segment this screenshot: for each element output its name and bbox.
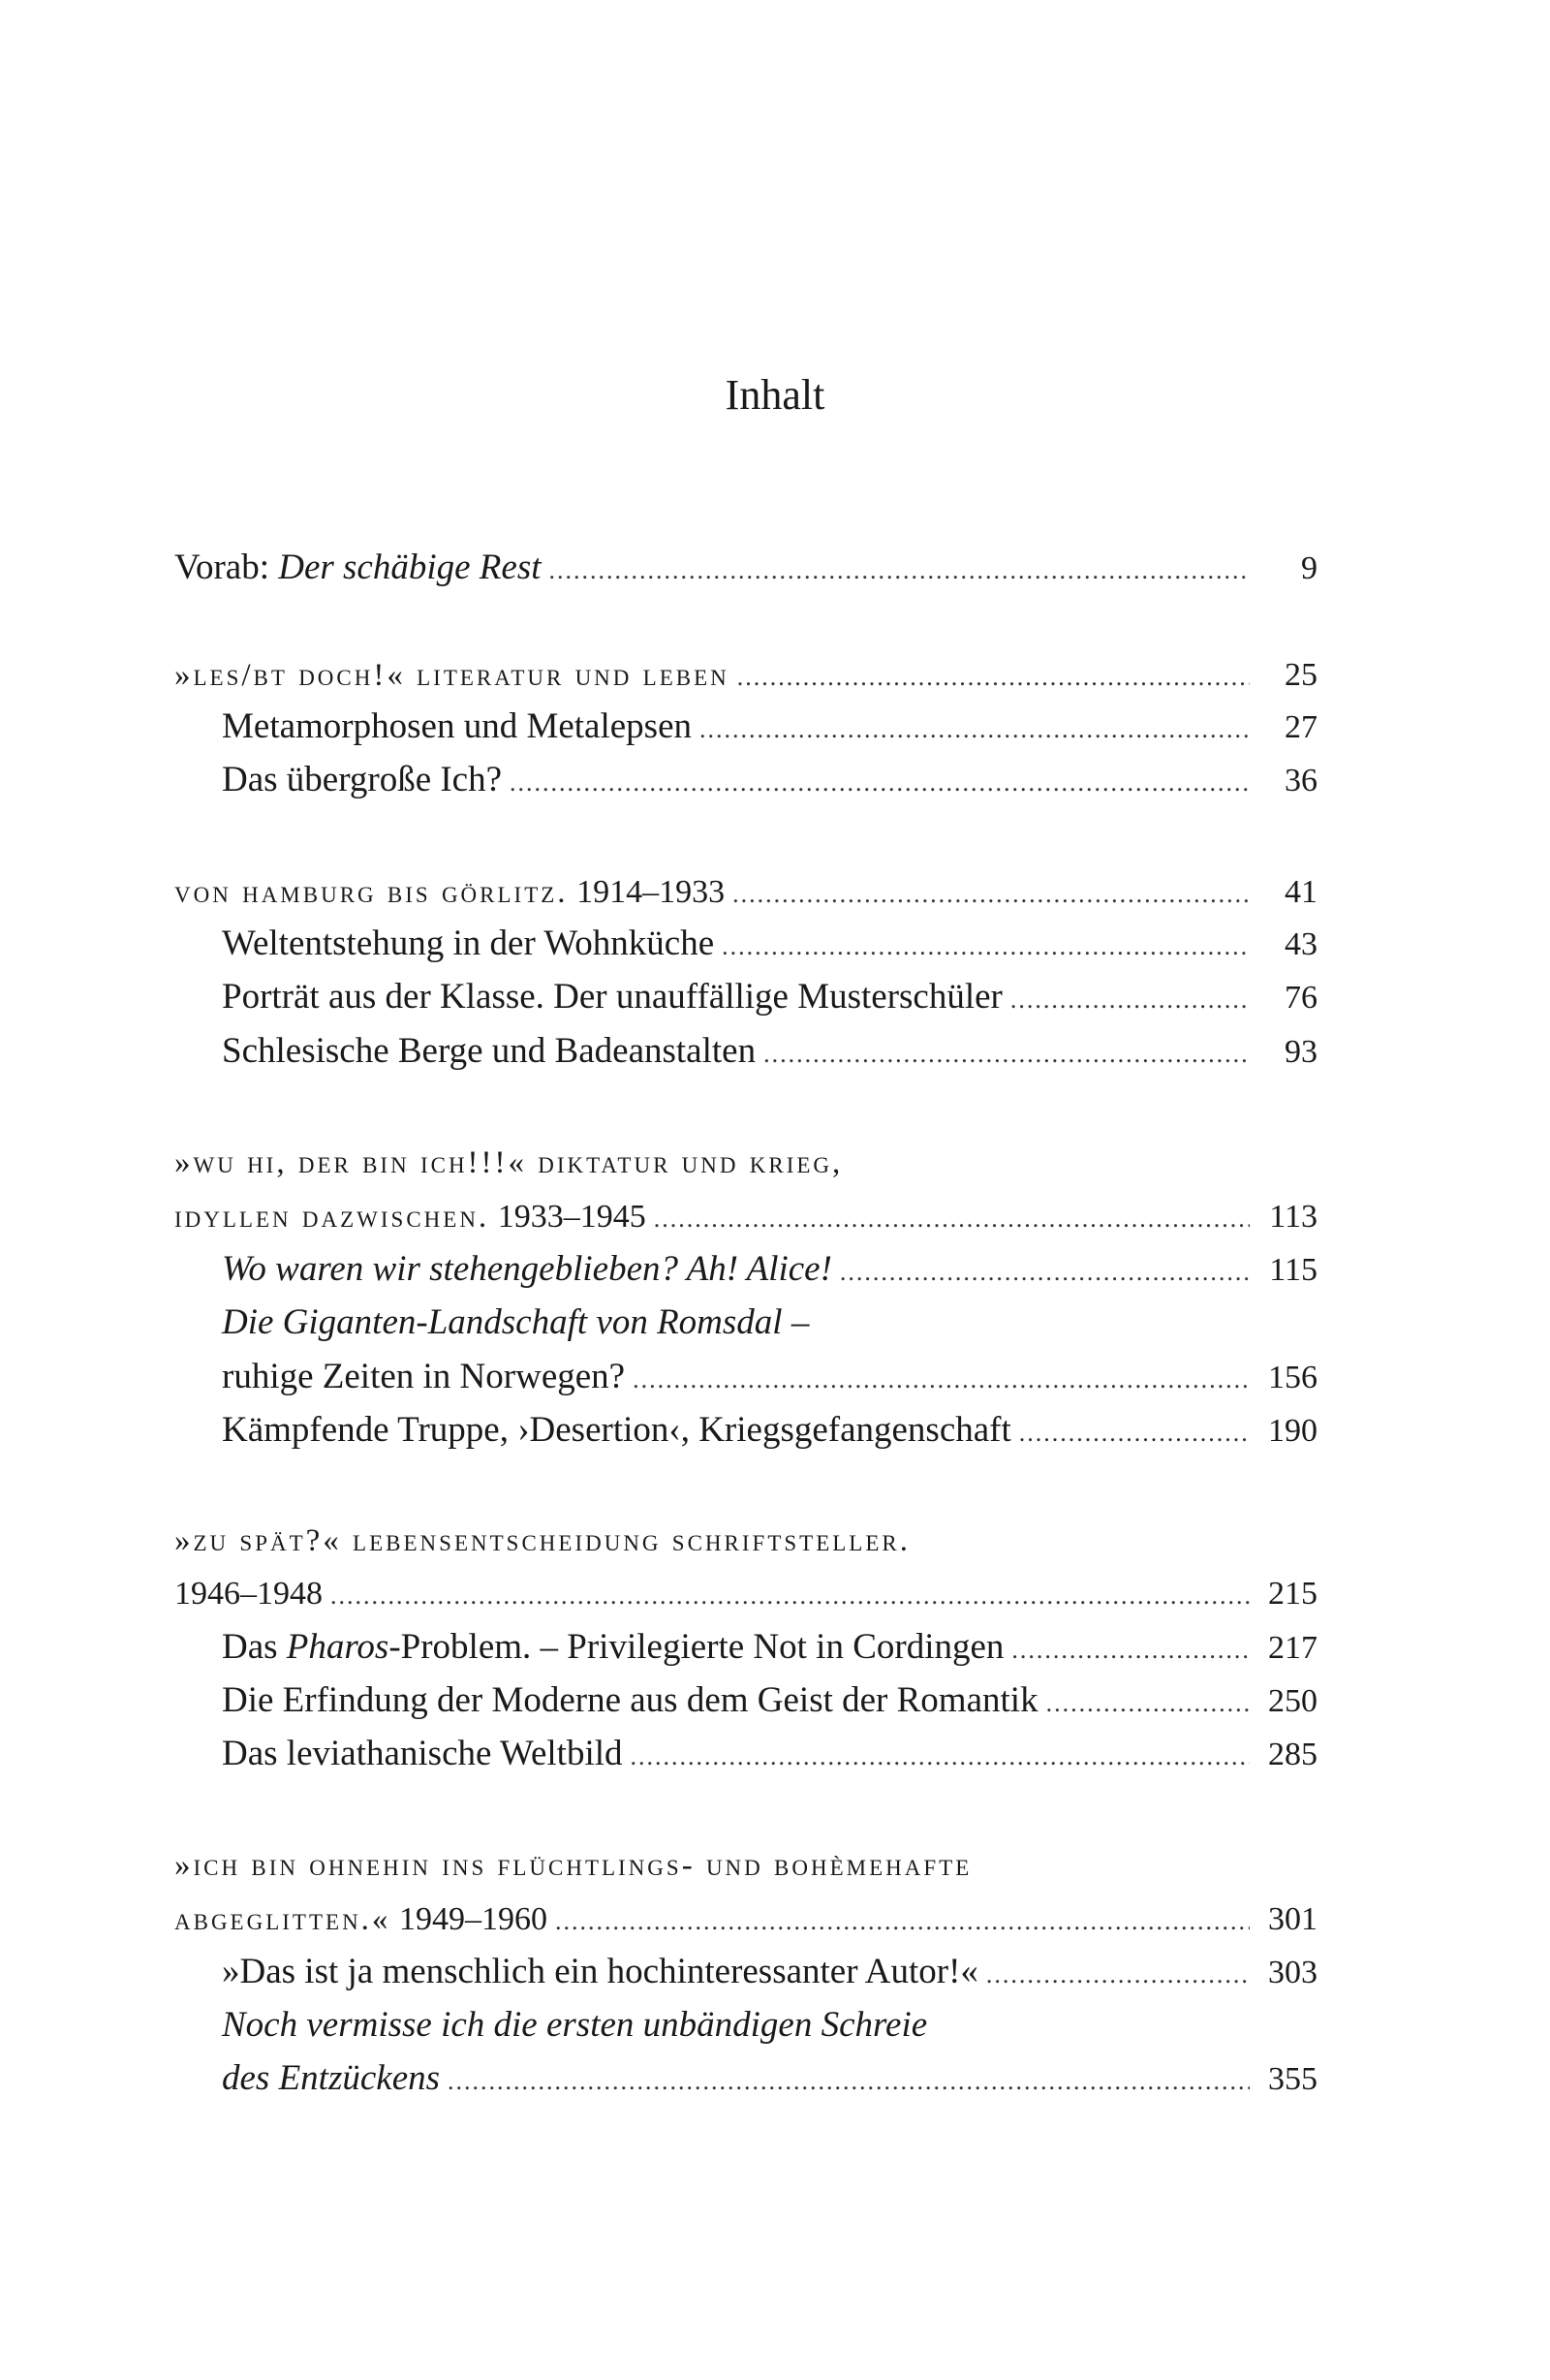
toc-part-title: idyllen dazwischen. 1933–1945: [174, 1199, 646, 1235]
toc-part-title: »wu hi, der bin ich!!!« diktatur und krieg,: [174, 1145, 844, 1180]
dot-leader: [986, 1951, 1250, 1999]
toc-entry-title: Schlesische Berge und Badeanstalten: [222, 1031, 757, 1071]
toc-page-number: 285: [1268, 1737, 1318, 1772]
toc-part-2: [174, 867, 1318, 916]
toc-entry: [222, 756, 1318, 804]
toc-entry-title: Porträt aus der Klasse. Der unauffällige Musterschüler: [222, 977, 1003, 1017]
toc-entry-title: Das übergroße Ich?: [222, 760, 503, 799]
toc-part-title: »les/bt doch!« literatur und leben: [174, 658, 729, 693]
toc-part-1: [174, 651, 1318, 700]
toc-page-number: 76: [1285, 980, 1318, 1016]
toc-page-number: 190: [1268, 1413, 1318, 1449]
toc-part-title: von hamburg bis görlitz. 1914–1933: [174, 874, 726, 910]
toc-entry-title: Kämpfende Truppe, ›Desertion‹, Kriegsgefangenschaft: [222, 1410, 1011, 1450]
toc-entry-title: des Entzückens: [222, 2058, 441, 2098]
toc-entry-title: Die Erfindung der Moderne aus dem Geist der Romantik: [222, 1680, 1038, 1720]
toc-entry: [222, 703, 1318, 751]
toc-page-number: 41: [1285, 874, 1318, 910]
toc-part-title: abgeglitten.« 1949–1960: [174, 1901, 547, 1937]
toc-entry-title: Metamorphosen und Metalepsen: [222, 706, 692, 746]
toc-part-5-line-1: [174, 1841, 1318, 1890]
toc-page-number: 27: [1285, 709, 1318, 745]
dot-leader: [737, 653, 1250, 702]
dot-leader: [732, 870, 1250, 919]
toc-part-4-line-1: [174, 1517, 1318, 1565]
toc-page-number: 113: [1269, 1199, 1318, 1235]
dot-leader: [654, 1195, 1250, 1243]
dot-leader: [763, 1030, 1250, 1079]
dot-leader: [1011, 1626, 1250, 1675]
toc-page-number: 215: [1268, 1576, 1318, 1612]
toc-entry: [222, 1245, 1318, 1294]
dot-leader: [1010, 976, 1250, 1024]
toc-entry: [222, 1948, 1318, 1996]
toc-page-number: 25: [1285, 657, 1318, 693]
toc-entry-title: Weltentstehung in der Wohnküche: [222, 924, 715, 963]
dot-leader: [699, 705, 1250, 754]
toc-entry: [222, 973, 1318, 1021]
dot-leader: [549, 547, 1250, 595]
toc-entry: [222, 1027, 1318, 1076]
dot-leader: [448, 2057, 1250, 2106]
toc-entry-line-1: [222, 2001, 1318, 2050]
dot-leader: [631, 1733, 1250, 1781]
toc-entry: [222, 1623, 1318, 1672]
toc-page-number: 303: [1268, 1955, 1318, 1990]
toc-page-number: 250: [1268, 1683, 1318, 1719]
toc-entry-title: Die Giganten-Landschaft von Romsdal –: [222, 1302, 810, 1342]
toc-page-number: 43: [1285, 926, 1318, 962]
toc-part-4: [174, 1570, 1318, 1618]
dot-leader: [330, 1572, 1250, 1620]
toc-page-number: 36: [1285, 763, 1318, 799]
toc-entry-title: Vorab: Der schäbige Rest: [174, 548, 542, 587]
toc-entry-title: Das leviathanische Weltbild: [222, 1734, 623, 1773]
toc-part-5: [174, 1895, 1318, 1943]
toc-page-number: 217: [1268, 1630, 1318, 1666]
toc-page-number: 93: [1285, 1034, 1318, 1070]
toc-part-title: »ich bin ohnehin ins flüchtlings- und bohèmehafte: [174, 1848, 973, 1883]
toc-page-number: 115: [1269, 1252, 1318, 1288]
toc-page-number: 9: [1301, 550, 1318, 586]
toc-part-3-line-1: [174, 1139, 1318, 1187]
toc-page-number: 301: [1268, 1901, 1318, 1937]
dot-leader: [510, 759, 1250, 807]
toc-part-title: »zu spät?« lebensentscheidung schriftsteller.: [174, 1523, 911, 1558]
toc-entry-preface: [174, 544, 1318, 592]
dot-leader: [722, 923, 1250, 971]
toc-entry-title: »Das ist ja menschlich ein hochinteressanter Autor!«: [222, 1952, 978, 1991]
dot-leader: [555, 1897, 1250, 1946]
toc-entry: [222, 1676, 1318, 1725]
toc-page-number: 355: [1268, 2061, 1318, 2097]
toc-entry-title: ruhige Zeiten in Norwegen?: [222, 1357, 626, 1396]
toc-entry: [222, 1730, 1318, 1778]
dot-leader: [840, 1248, 1250, 1297]
toc-entry-title: Noch vermisse ich die ersten unbändigen Schreie: [222, 2005, 928, 2045]
toc-entry: [222, 920, 1318, 968]
toc-entry: [222, 1406, 1318, 1455]
toc-entry: [222, 2054, 1318, 2103]
dot-leader: [1019, 1409, 1250, 1457]
toc-entry: [222, 1353, 1318, 1401]
toc-entry-title: Wo waren wir stehengeblieben? Ah! Alice!: [222, 1249, 832, 1289]
toc-part-3: [174, 1192, 1318, 1240]
toc-entry-title: Das Pharos-Problem. – Privilegierte Not in Cordingen: [222, 1627, 1005, 1667]
toc-entry-line-1: [222, 1299, 1318, 1347]
dot-leader: [1046, 1679, 1250, 1728]
page-title: Inhalt: [725, 371, 825, 419]
dot-leader: [633, 1356, 1250, 1404]
toc-page-number: 156: [1268, 1360, 1318, 1395]
toc-part-years: 1946–1948: [174, 1576, 323, 1612]
